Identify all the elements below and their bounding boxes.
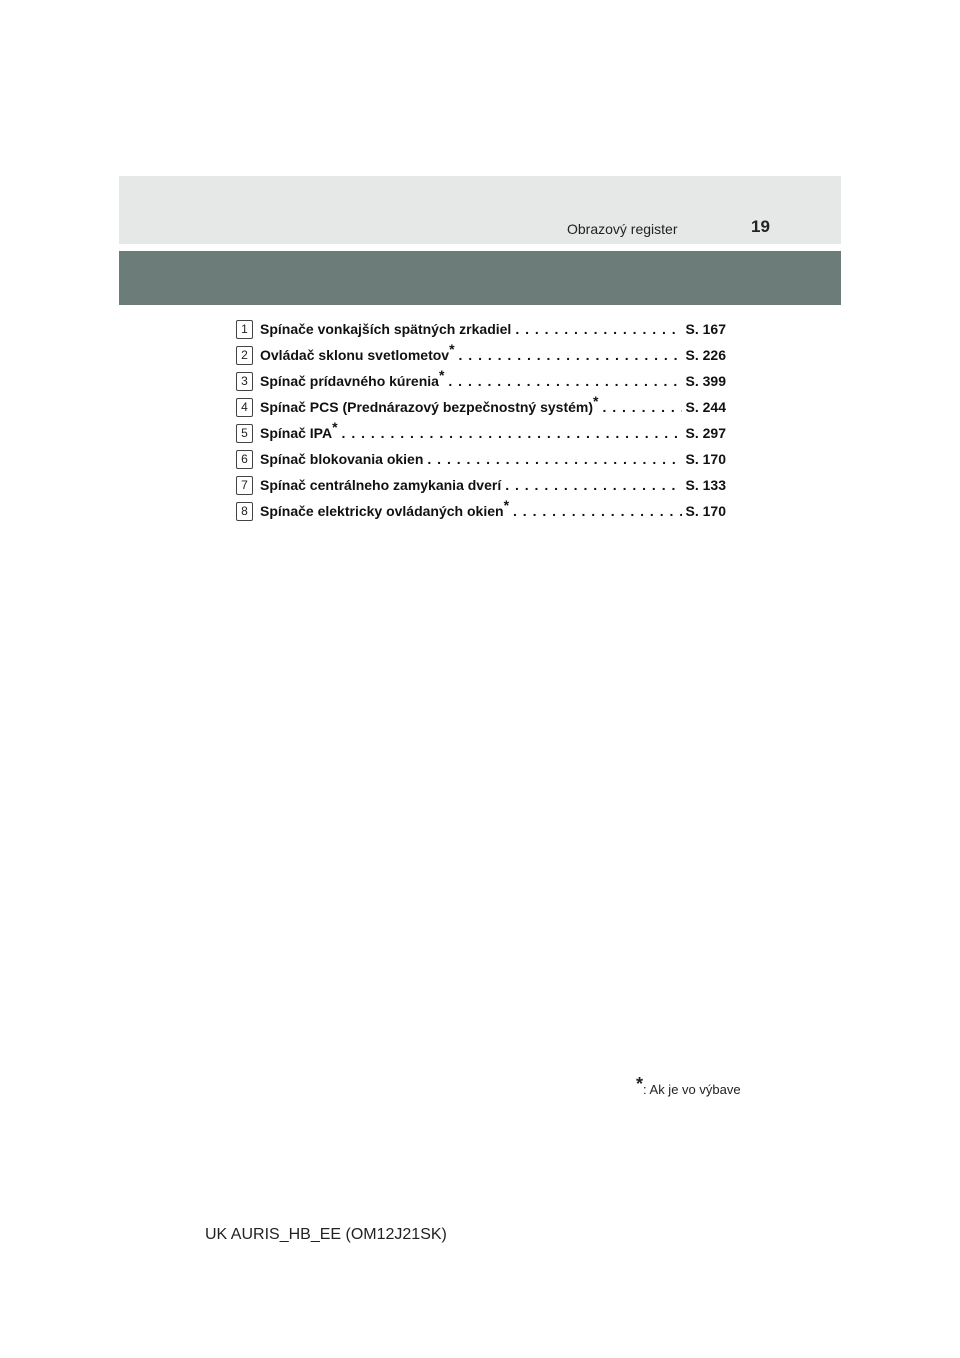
optional-star-marker: * (449, 341, 455, 357)
page-reference: S. 133 (685, 477, 726, 493)
leader-dots (515, 321, 681, 337)
index-entry-1[interactable] (236, 316, 726, 342)
page-reference: S. 226 (685, 347, 726, 363)
page-reference: S. 244 (685, 399, 726, 415)
footnote-star: * (636, 1074, 644, 1094)
footnote (636, 1074, 741, 1099)
index-list (236, 316, 726, 524)
index-entry-4[interactable] (236, 394, 726, 420)
entry-number-badge: 1 (236, 320, 253, 339)
section-band (119, 251, 841, 305)
entry-label: Ovládač sklonu svetlometov* (260, 341, 455, 363)
entry-number-badge: 8 (236, 502, 253, 521)
leader-dots (505, 477, 681, 493)
index-entry-5[interactable] (236, 420, 726, 446)
page-number: 19 (751, 217, 770, 236)
index-entry-6[interactable] (236, 446, 726, 472)
entry-number-badge: 2 (236, 346, 253, 365)
optional-star-marker: * (438, 367, 445, 383)
entry-number-badge: 7 (236, 476, 253, 495)
leader-dots (602, 399, 681, 415)
page-reference: S. 297 (685, 425, 726, 441)
leader-dots (513, 503, 682, 519)
index-entry-2[interactable] (236, 342, 726, 368)
optional-star-marker: * (593, 393, 599, 409)
leader-dots (459, 347, 682, 363)
leader-dots (342, 425, 682, 441)
entry-label: Spínač centrálneho zamykania dverí (260, 477, 502, 493)
entry-number-badge: 5 (236, 424, 253, 443)
index-entry-7[interactable] (236, 472, 726, 498)
entry-number-badge: 3 (236, 372, 253, 391)
entry-label: Spínač IPA* (260, 419, 338, 441)
page-title: Obrazový register (567, 221, 678, 237)
document-code: UK AURIS_HB_EE (OM12J21SK) (205, 1226, 447, 1243)
page-reference: S. 167 (685, 321, 726, 337)
optional-star-marker: * (332, 419, 338, 435)
leader-dots (448, 373, 681, 389)
entry-label: Spínače vonkajších spätných zrkadiel (260, 321, 512, 337)
index-entry-8[interactable] (236, 498, 726, 524)
entry-label: Spínač prídavného kúrenia* (260, 367, 445, 389)
page-reference: S. 170 (685, 451, 726, 467)
footnote-text: : Ak je vo výbave (643, 1082, 741, 1097)
optional-star-marker: * (503, 497, 510, 513)
page-reference: S. 170 (685, 503, 726, 519)
page-reference: S. 399 (685, 373, 726, 389)
entry-label: Spínač PCS (Prednárazový bezpečnostný systém)* (260, 393, 599, 415)
header-bar (119, 176, 841, 244)
entry-label: Spínače elektricky ovládaných okien* (260, 497, 510, 519)
leader-dots (427, 451, 681, 467)
entry-number-badge: 6 (236, 450, 253, 469)
index-entry-3[interactable] (236, 368, 726, 394)
entry-label: Spínač blokovania okien (260, 451, 424, 467)
entry-number-badge: 4 (236, 398, 253, 417)
